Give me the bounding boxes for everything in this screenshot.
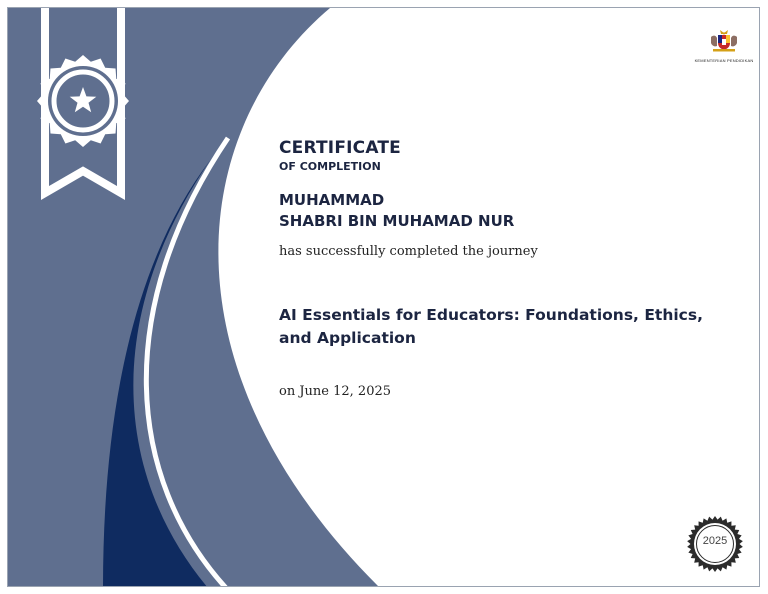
- certificate-title: CERTIFICATE: [279, 138, 401, 158]
- recipient-name-line-2: SHABRI BIN MUHAMAD NUR: [279, 212, 515, 230]
- completion-statement: has successfully completed the journey: [279, 244, 538, 259]
- completion-date: on June 12, 2025: [279, 384, 392, 399]
- certificate-subtitle: OF COMPLETION: [279, 160, 381, 173]
- recipient-name-line-1: MUHAMMAD: [279, 191, 385, 209]
- course-title-line-2: and Application: [279, 329, 416, 347]
- course-title-line-1: AI Essentials for Educators: Foundations, Ethics,: [279, 306, 703, 324]
- recipient-name: [279, 190, 514, 232]
- star-rosette-icon: [37, 55, 129, 147]
- seal-year: 2025: [702, 535, 728, 547]
- year-seal: [686, 515, 744, 573]
- certificate-frame: [7, 7, 760, 587]
- coat-of-arms-icon: [707, 29, 741, 53]
- crest-caption: KEMENTERIAN PENDIDIKAN: [694, 58, 754, 63]
- ministry-crest: [694, 29, 754, 63]
- decorative-panel: [8, 8, 760, 587]
- course-title: [279, 304, 749, 350]
